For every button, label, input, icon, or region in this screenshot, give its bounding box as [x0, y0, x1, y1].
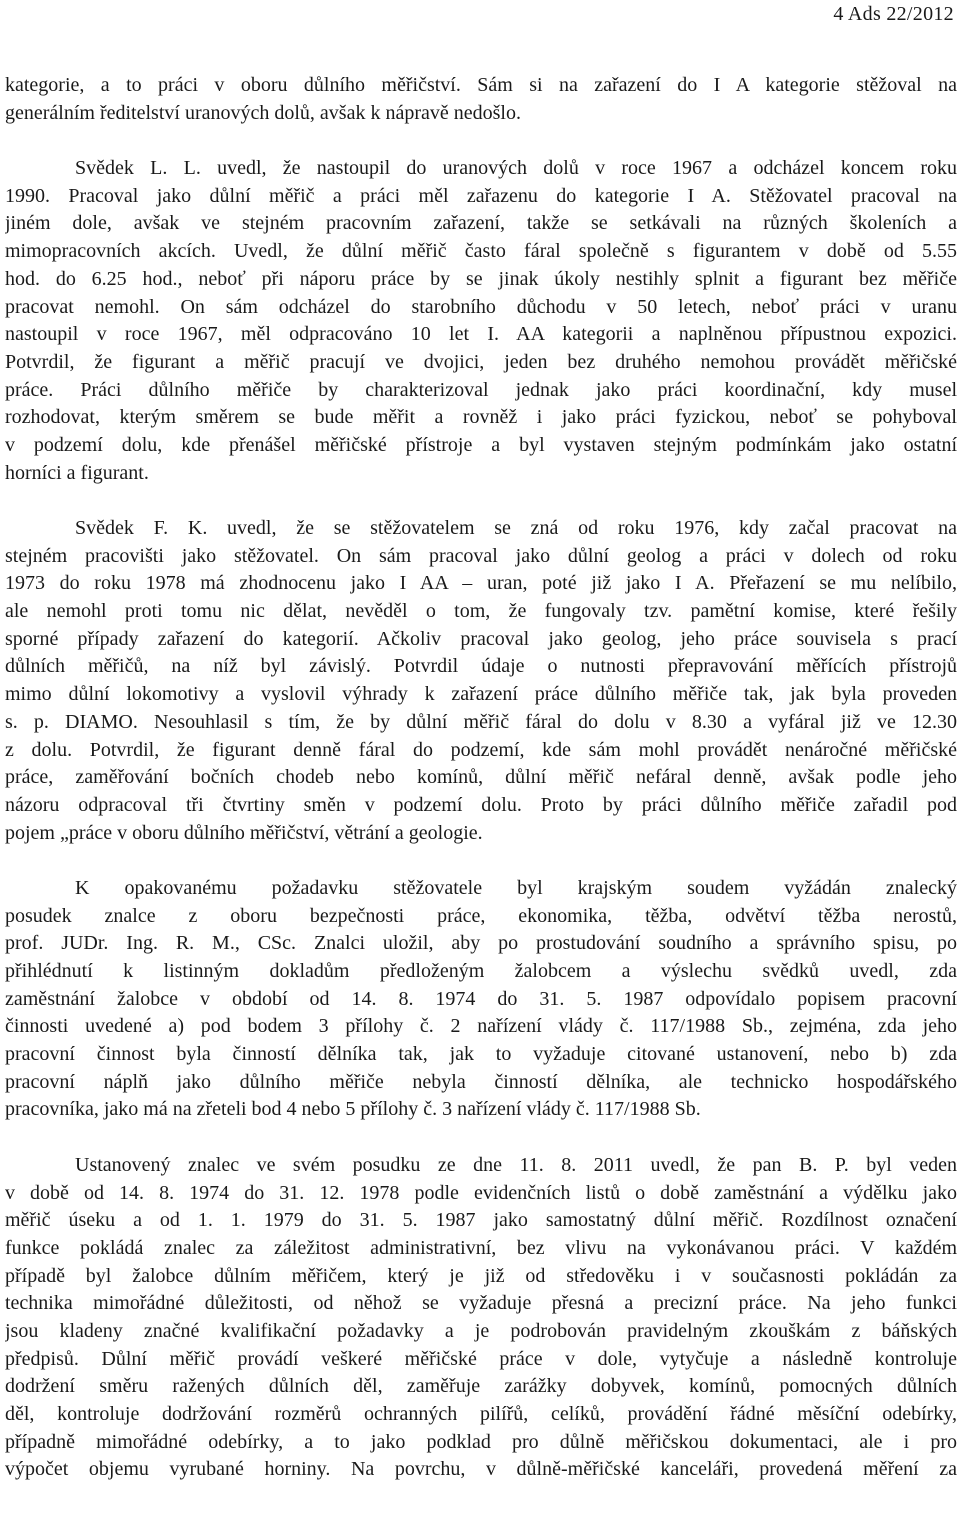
text-line: jiném dole, avšak ve stejném pracovním zařazení, takže se setkávali na různých školeních a	[5, 212, 957, 235]
text-line: přihlédnutí k listinným dokladům předloženým žalobcem a výslechu svědků uvedl, zda	[5, 960, 957, 982]
paragraph	[5, 1152, 957, 1484]
paragraph	[5, 72, 957, 127]
paragraph-gap	[5, 1124, 957, 1152]
text-line: kategorie, a to práci v oboru důlního měřičství. Sám si na zařazení do I A kategorie stěžoval na	[5, 74, 957, 96]
text-line: generálním ředitelství uranových dolů, avšak k nápravě nedošlo.	[5, 101, 521, 124]
text-line: stejném pracovišti jako stěžovatel. On sám pracoval jako důlní geolog a práci v dolech od roku	[5, 544, 957, 567]
text-line: důlních měřičů, na níž byl závislý. Potvrdil údaje o nutnosti přepravování měřících přístrojů	[5, 655, 957, 678]
text-line: jsou kladeny značné kvalifikační požadavky a je podrobován pravidelným zkouškám z báňských	[5, 1319, 957, 1342]
text-line: rozhodovat, kterým směrem se bude měřit a rovněž i jako práci fyzickou, neboť se pohyboval	[5, 406, 957, 429]
paragraph	[5, 155, 957, 487]
text-line: případně mimořádné odebírky, a to jako podklad pro důlně měřičskou dokumentaci, ale i pro	[5, 1430, 957, 1453]
text-line: práce. Práci důlního měřiče by charakterizoval jednak jako práci koordinační, kdy musel	[5, 378, 957, 401]
text-line: pracovní náplň jako důlního měřiče nebyla činností dělníka, ale technicko hospodářského	[5, 1070, 957, 1093]
text-line: Svědek F. K. uvedl, že se stěžovatelem se zná od roku 1976, kdy začal pracovat na	[75, 517, 957, 539]
text-line: v době od 14. 8. 1974 do 31. 12. 1978 podle evidenčních listů o době zaměstnání a výdělku jako	[5, 1181, 957, 1204]
text-line: sporné případy zařazení do kategorií. Ačkoliv pracoval jako geolog, jeho práce souvisela s prací	[5, 627, 957, 650]
text-line: posudek znalce z oboru bezpečnosti práce, ekonomika, těžba, odvětví těžba nerostů,	[5, 904, 957, 927]
text-line: děl, kontroluje dodržování rozměrů ochranných pilířů, celíků, provádění řádné měsíční odebírky,	[5, 1403, 957, 1425]
text-line: práce, zaměřování bočních chodeb nebo komínů, důlní měřič nefáral denně, avšak podle jeho	[5, 766, 957, 789]
text-line: mimo důlní lokomotivy a vyslovil výhrady k zařazení práce důlního měřiče tak, jak byla proveden	[5, 683, 957, 706]
text-line: v podzemí dolu, kde přenášel měřičské přístroje a byl vystaven stejným podmínkám jako ostatní	[5, 433, 957, 456]
text-line: Potvrdil, že figurant a měřič pracují ve dvojici, jeden bez druhého nemohou provádět měřičské	[5, 350, 957, 373]
document-body	[5, 72, 957, 1484]
text-line: měřič úseku a od 1. 1. 1979 do 31. 5. 1987 jako samostatný důlní měřič. Rozdílnost označení	[5, 1209, 957, 1232]
case-number-header: 4 Ads 22/2012	[833, 3, 954, 25]
text-line: Ustanovený znalec ve svém posudku ze dne 11. 8. 2011 uvedl, že pan B. P. byl veden	[75, 1153, 957, 1176]
text-line: činnosti uvedené a) pod bodem 3 přílohy č. 2 nařízení vlády č. 117/1988 Sb., zejména, zda jeho	[5, 1015, 957, 1038]
text-line: výpočet objemu vyrubané horniny. Na povrchu, v důlně-měřičské kanceláři, provedená měření za	[5, 1458, 957, 1481]
text-line: mimopracovních akcích. Uvedl, že důlní měřič často fáral společně s figurantem v době od 5.55	[5, 240, 957, 263]
text-line: technika mimořádné důležitosti, od něhož se vyžaduje přesná a precizní práce. Na jeho funkci	[5, 1292, 957, 1315]
paragraph	[5, 515, 957, 847]
text-line: nastoupil v roce 1967, měl odpracováno 10 let I. AA kategorii a naplněnou přípustnou expozici.	[5, 323, 957, 346]
text-line: s. p. DIAMO. Nesouhlasil s tím, že by důlní měřič fáral do dolu v 8.30 a vyfáral již ve 12.30	[5, 710, 957, 733]
text-line: hod. do 6.25 hod., neboť při náporu práce by se jinak úkoly nestihly splnit a figurant bez měřiče	[5, 267, 957, 290]
text-line: ale nemohl proti tomu nic dělat, nevěděl o tom, že fungovaly tzv. pamětní komise, které řešily	[5, 600, 957, 623]
paragraph-gap	[5, 487, 957, 515]
text-line: 1973 do roku 1978 má zhodnocenu jako I AA – uran, poté již jako I A. Přeřazení se mu nelíbilo,	[5, 572, 957, 595]
text-line: pracovníka, jako má na zřeteli bod 4 nebo 5 přílohy č. 3 nařízení vlády č. 117/1988 Sb.	[5, 1098, 701, 1121]
text-line: 1990. Pracoval jako důlní měřič a práci měl zařazenu do kategorie I A. Stěžovatel pracoval na	[5, 184, 957, 207]
text-line: funkce pokládá znalec za záležitost administrativní, bez vlivu na vykonávanou práci. V každém	[5, 1236, 957, 1259]
text-line: názoru odpracoval tři čtvrtiny směn v podzemí dolu. Proto by práci důlního měřiče zařadil pod	[5, 793, 957, 816]
paragraph-gap	[5, 127, 957, 155]
text-line: z dolu. Potvrdil, že figurant denně fáral do podzemí, kde sám mohl provádět nenáročné měřičské	[5, 738, 957, 761]
text-line: zaměstnání žalobce v období od 14. 8. 1974 do 31. 5. 1987 odpovídalo popisem pracovní	[5, 987, 957, 1010]
text-line: dodržení směru ražených důlních děl, zaměřuje zarážky dobyvek, komínů, pomocných důlních	[5, 1375, 957, 1398]
paragraph-gap	[5, 847, 957, 875]
text-line: prof. JUDr. Ing. R. M., CSc. Znalci uložil, aby po prostudování soudního a správního spisu, po	[5, 932, 957, 955]
text-line: pracovat nemohl. On sám odcházel do starobního důchodu v 50 letech, neboť práci v uranu	[5, 295, 957, 318]
text-line: pojem „práce v oboru důlního měřičství, větrání a geologie.	[5, 821, 483, 844]
text-line: horníci a figurant.	[5, 461, 149, 484]
text-line: předpisů. Důlní měřič provádí veškeré měřičské práce v dole, vytyčuje a následně kontroluje	[5, 1347, 957, 1370]
text-line: případě byl žalobce důlním měřičem, který je již od středověku i v současnosti pokládán za	[5, 1264, 957, 1287]
paragraph	[5, 875, 957, 1124]
text-line: K opakovanému požadavku stěžovatele byl krajským soudem vyžádán znalecký	[75, 876, 957, 899]
text-line: Svědek L. L. uvedl, že nastoupil do uranových dolů v roce 1967 a odcházel koncem roku	[75, 157, 957, 180]
text-line: pracovní činnost byla činností dělníka tak, jak to vyžaduje citované ustanovení, nebo b) zda	[5, 1043, 957, 1066]
